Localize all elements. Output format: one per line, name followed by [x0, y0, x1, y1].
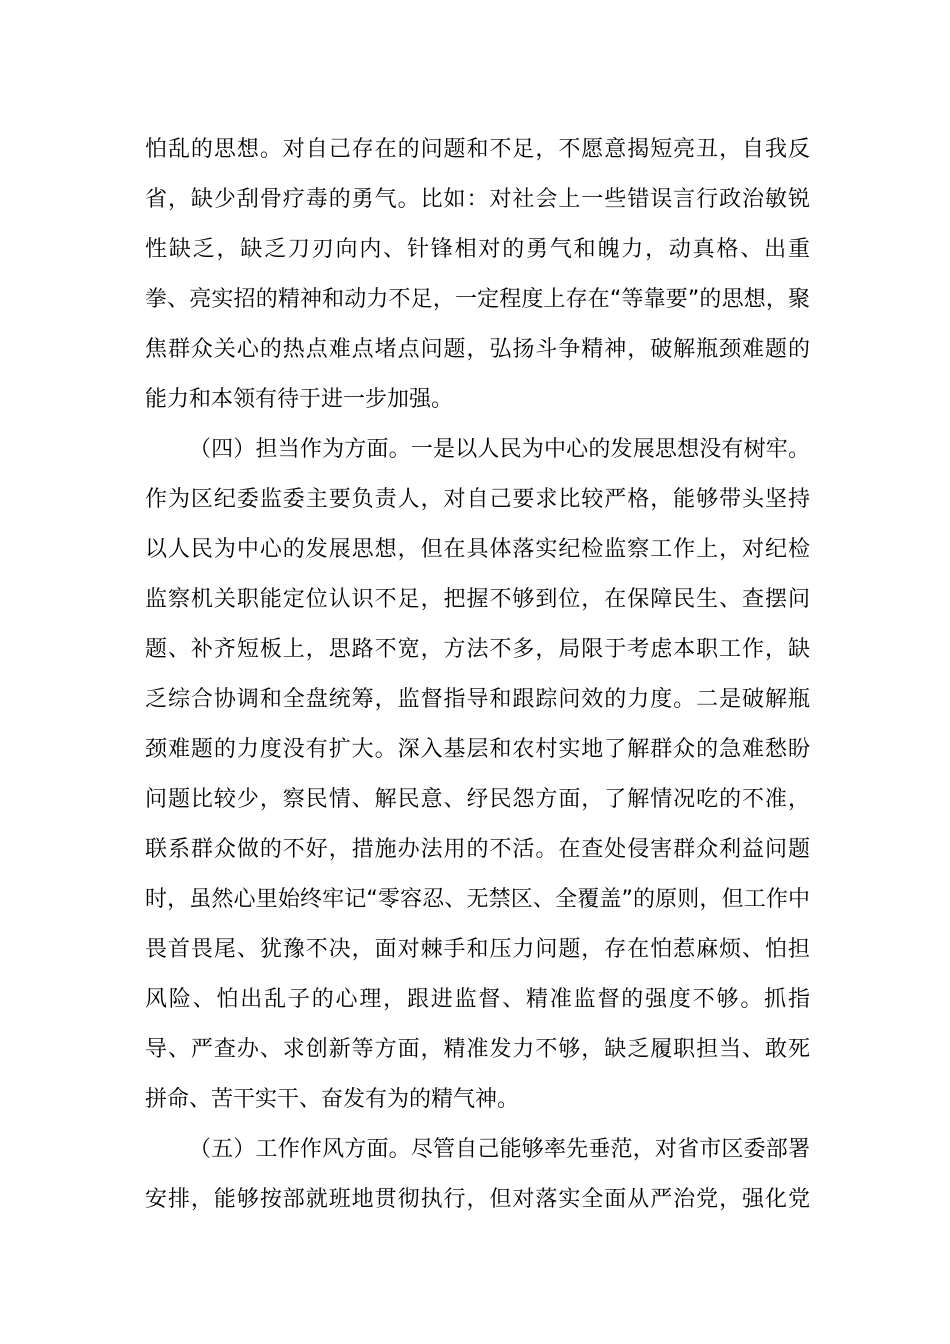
text-line: 安排，能够按部就班地贯彻执行，但对落实全面从严治党，强化党	[145, 1187, 810, 1212]
text-line: 颈难题的力度没有扩大。深入基层和农村实地了解群众的急难愁盼	[145, 737, 810, 762]
text-line: 问题比较少，察民情、解民意、纾民怨方面，了解情况吃的不准，	[145, 787, 810, 812]
paragraph-continuation	[145, 125, 810, 425]
text-line: 导、严查办、求创新等方面，精准发力不够，缺乏履职担当、敢死	[145, 1037, 810, 1062]
paragraph-section-five	[145, 1125, 810, 1225]
text-line: 怕乱的思想。对自己存在的问题和不足，不愿意揭短亮丑，自我反	[145, 137, 810, 162]
text-line: 乏综合协调和全盘统筹，监督指导和跟踪问效的力度。二是破解瓶	[145, 687, 810, 712]
text-line: （五）工作作风方面。尽管自己能够率先垂范，对省市区委部署	[189, 1137, 810, 1162]
text-line: 性缺乏，缺乏刀刃向内、针锋相对的勇气和魄力，动真格、出重	[145, 237, 810, 262]
text-line: 风险、怕出乱子的心理，跟进监督、精准监督的强度不够。抓指	[145, 987, 810, 1012]
text-line: 拳、亮实招的精神和动力不足，一定程度上存在“等靠要”的思想，聚	[145, 287, 810, 312]
text-line: 题、补齐短板上，思路不宽，方法不多，局限于考虑本职工作，缺	[145, 637, 810, 662]
document-body	[145, 125, 810, 1225]
text-line: 焦群众关心的热点难点堵点问题，弘扬斗争精神，破解瓶颈难题的	[145, 337, 810, 362]
text-line: 时，虽然心里始终牢记“零容忍、无禁区、全覆盖”的原则，但工作中	[145, 887, 810, 912]
text-line: 联系群众做的不好，措施办法用的不活。在查处侵害群众利益问题	[145, 837, 810, 862]
text-line: 以人民为中心的发展思想，但在具体落实纪检监察工作上，对纪检	[145, 537, 810, 562]
paragraph-section-four	[145, 425, 810, 1125]
text-line: 能力和本领有待于进一步加强。	[145, 387, 454, 412]
text-line: （四）担当作为方面。一是以人民为中心的发展思想没有树牢。	[189, 437, 810, 462]
text-line: 畏首畏尾、犹豫不决，面对棘手和压力问题，存在怕惹麻烦、怕担	[145, 937, 810, 962]
text-line: 监察机关职能定位认识不足，把握不够到位，在保障民生、查摆问	[145, 587, 810, 612]
text-line: 省，缺少刮骨疗毒的勇气。比如：对社会上一些错误言行政治敏锐	[145, 187, 810, 212]
text-line: 拼命、苦干实干、奋发有为的精气神。	[145, 1087, 520, 1112]
text-line: 作为区纪委监委主要负责人，对自己要求比较严格，能够带头坚持	[145, 487, 810, 512]
